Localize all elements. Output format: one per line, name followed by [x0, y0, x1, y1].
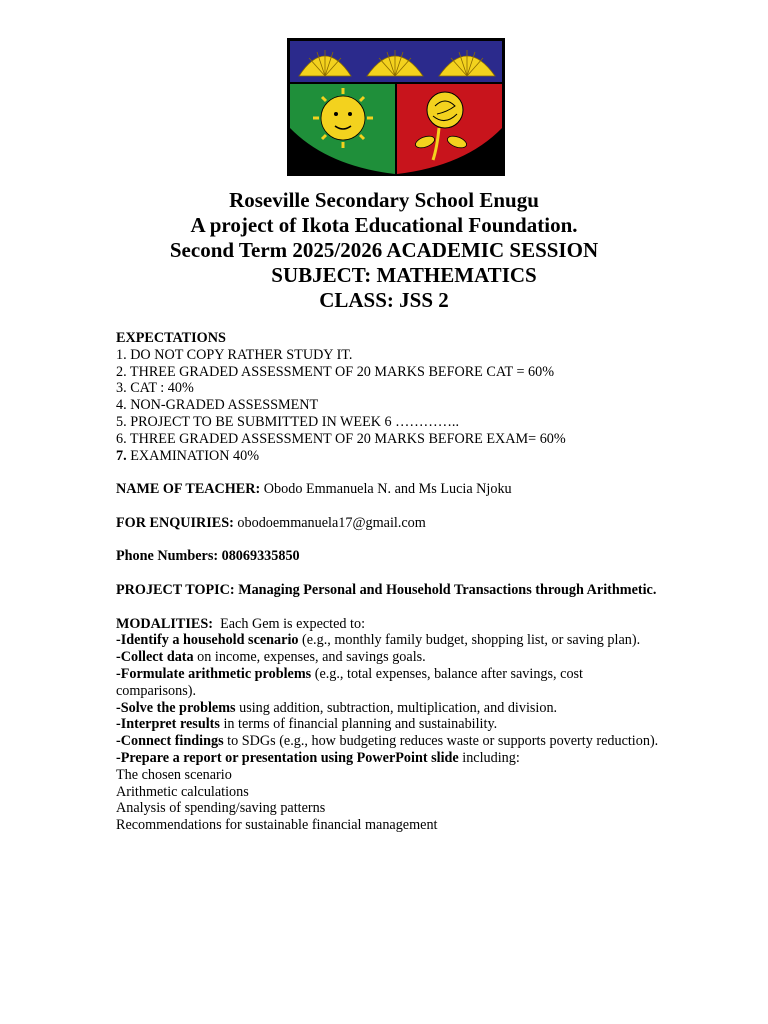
term-line: Second Term 2025/2026 ACADEMIC SESSION	[169, 238, 599, 262]
class-line: CLASS: JSS 2	[319, 288, 449, 312]
modality-item: -Collect data on income, expenses, and savings goals.	[116, 649, 426, 666]
sun-icon	[313, 88, 373, 148]
modality-item: -Interpret results in terms of financial planning and sustainability.	[116, 716, 498, 733]
document-header	[0, 188, 768, 313]
modality-item: -Solve the problems using addition, subtraction, multiplication, and division.	[116, 699, 558, 716]
teacher-name: Obodo Emmanuela N. and Ms Lucia Njoku	[260, 481, 512, 498]
phone-numbers: Phone Numbers: 08069335850	[116, 548, 300, 565]
expectation-item: 2. THREE GRADED ASSESSMENT OF 20 MARKS BEFORE CAT = 60%	[116, 363, 555, 380]
modality-item: -Identify a household scenario (e.g., monthly family budget, shopping list, or saving plan).	[116, 632, 641, 649]
modalities-label: MODALITIES:	[116, 615, 213, 632]
modalities-line	[116, 616, 661, 633]
foundation-line: A project of Ikota Educational Foundation.	[190, 213, 578, 237]
expectation-item: 5. PROJECT TO BE SUBMITTED IN WEEK 6 …………..	[116, 413, 460, 430]
expectation-item: 6. THREE GRADED ASSESSMENT OF 20 MARKS BEFORE EXAM= 60%	[116, 430, 566, 447]
report-item: Recommendations for sustainable financial management	[116, 817, 438, 834]
modalities-intro: Each Gem is expected to:	[212, 615, 366, 632]
report-item: The chosen scenario	[116, 766, 232, 783]
school-name: Roseville Secondary School Enugu	[229, 188, 539, 212]
modality-item: -Prepare a report or presentation using PowerPoint slide including:	[116, 749, 520, 766]
enquiries-email: obodoemmanuela17@gmail.com	[233, 514, 426, 531]
expectation-item: 4. NON-GRADED ASSESSMENT	[116, 397, 319, 414]
enquiries-label: FOR ENQUIRIES:	[116, 514, 234, 531]
project-topic: PROJECT TOPIC: Managing Personal and Household Transactions through Arithmetic.	[116, 581, 657, 598]
expectation-item: 3. CAT : 40%	[116, 380, 194, 397]
expectation-item: 1. DO NOT COPY RATHER STUDY IT.	[116, 346, 353, 363]
teacher-label: NAME OF TEACHER:	[116, 481, 261, 498]
phone-line	[116, 548, 661, 565]
teacher-line	[116, 481, 661, 498]
document-body	[116, 330, 661, 834]
expectations-heading: EXPECTATIONS	[116, 330, 226, 346]
subject-line: SUBJECT: MATHEMATICS	[271, 263, 537, 287]
modality-item: -Connect findings to SDGs (e.g., how budgeting reduces waste or supports poverty reduction).	[116, 733, 659, 750]
enquiries-line	[116, 515, 661, 532]
report-item: Analysis of spending/saving patterns	[116, 800, 326, 817]
school-crest-logo	[287, 38, 505, 176]
report-item: Arithmetic calculations	[116, 783, 249, 800]
modality-item: -Formulate arithmetic problems (e.g., total expenses, balance after savings, cost comparisons).	[116, 665, 583, 699]
expectation-item: 7. EXAMINATION 40%	[116, 447, 260, 464]
